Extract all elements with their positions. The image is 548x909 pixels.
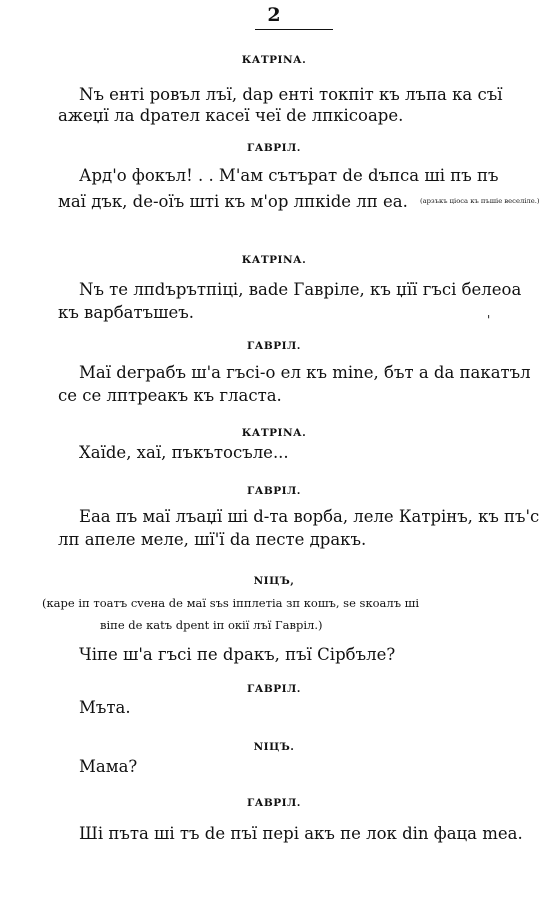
- dialogue-line: Чіпе ш'а гъсі пе dракъ, пъї Сірбъле?: [79, 645, 396, 664]
- dialogue-line: ажеџї ла dрател касеї чеї de лпкісоаре.: [58, 106, 404, 125]
- speaker-name: NIЦЪ,: [253, 575, 295, 587]
- speaker-name: ГАВРІЛ.: [247, 797, 301, 809]
- dialogue-line: маї дък, de-оїъ шті къ м'ор лпкide лп еа.: [58, 192, 408, 211]
- dialogue-line: Nъ те лпdърътпіці, вade Гавріле, къ џїї гъсі белеоа: [79, 280, 522, 299]
- dialogue-line: къ варбатъшеъ.: [58, 303, 194, 322]
- page-number-rule: [255, 29, 333, 30]
- stage-direction: (каре іп тоатъ сvена de маї sъs іпплетіа зп кошъ, se sкоалъ ші: [42, 596, 420, 610]
- dialogue-line: Мама?: [79, 757, 138, 776]
- dialogue-line: Nъ енті ровъл лъї, dар енті токпіт къ лъпа ка съї: [79, 85, 503, 104]
- dialogue-line: Хаїde, хаї, пъкътосъле...: [79, 443, 289, 462]
- speaker-name: КАТРІNА.: [241, 427, 307, 439]
- dialogue-line: Еаа пъ маї лъаџї ші d-та ворба, леле Катрінъ, къ пъ'с: [79, 507, 540, 526]
- dialogue-line: се се лптреакъ къ гласта.: [58, 386, 282, 405]
- stage-direction-inline: (арзъкъ ціоса къ пъшіе веселіле.): [420, 197, 540, 205]
- speaker-name: NIЦЪ.: [253, 741, 295, 753]
- speaker-name: ГАВРІЛ.: [247, 683, 301, 695]
- dialogue-line: Маї dеграбъ ш'а гъсі-о ел къ mine, бът а da пакатъл: [79, 363, 531, 382]
- stage-direction: віпе de кatъ dреnt іп окії лъї Гавріл.): [100, 618, 323, 632]
- dialogue-line: лп апеле меле, шї'ї da песте дракъ.: [58, 530, 367, 549]
- stray-mark: ': [487, 313, 491, 327]
- dialogue-line: Ші пъта ші тъ de пъї пері акъ пе лок din фаца mea.: [79, 824, 523, 843]
- dialogue-line: Ард'о фокъл! . . М'ам сътърат de dъпса ші пъ пъ: [79, 166, 499, 185]
- speaker-name: ГАВРІЛ.: [247, 142, 301, 154]
- speaker-name: ГАВРІЛ.: [247, 340, 301, 352]
- speaker-name: КАТРІNА.: [241, 254, 307, 266]
- dialogue-line: Мъта.: [79, 698, 131, 717]
- page-number: 2: [267, 4, 281, 26]
- speaker-name: ГАВРІЛ.: [247, 485, 301, 497]
- speaker-name: КАТРІNА.: [241, 54, 307, 66]
